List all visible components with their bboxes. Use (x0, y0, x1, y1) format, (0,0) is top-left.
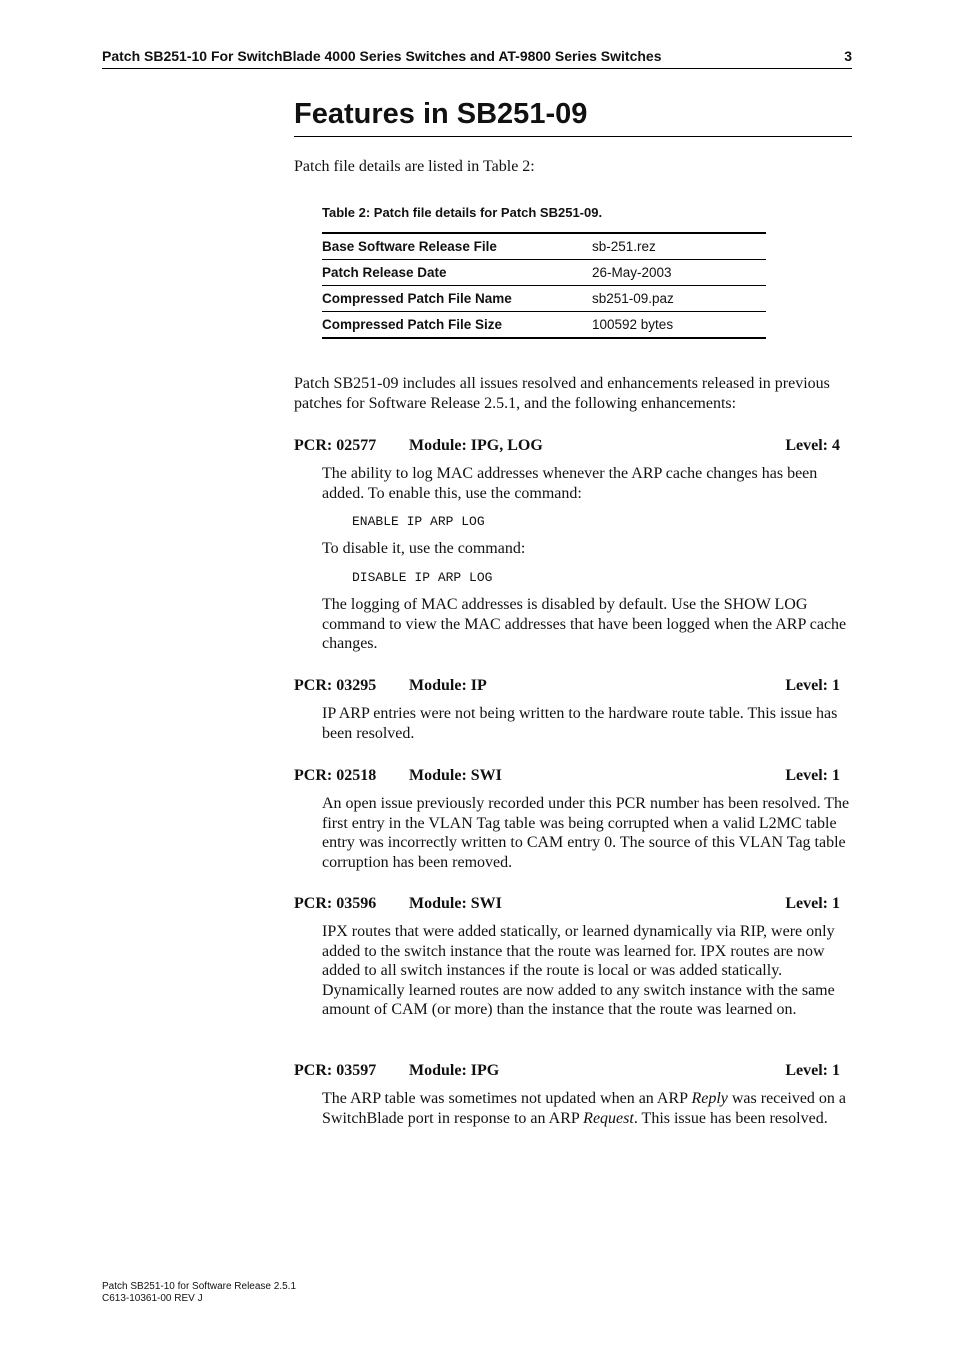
footer-line: Patch SB251-10 for Software Release 2.5.1 (102, 1281, 297, 1292)
description-text: was received on a SwitchBlade port in response to an ARP (322, 1090, 847, 1127)
row-label: Compressed Patch File Size (322, 312, 592, 339)
pcr-description: IPX routes that were added statically, or learned dynamically via RIP, were only added to the switch instance that the route was learned for. IPX routes are now added to all switch instances if the route is local or was added statically. Dynamically learned routes are now added to any switch instance with the same amount of CAM (or more) than the instance that the route was learned on. (322, 923, 835, 1018)
page-number: 3 (844, 48, 852, 64)
section-title: Features in SB251-09 (294, 96, 852, 137)
table-caption: Table 2: Patch file details for Patch SB251-09. (322, 205, 603, 220)
pcr-number: PCR: 03295 (294, 677, 377, 694)
row-value: sb-251.rez (592, 233, 766, 260)
pcr-number: PCR: 03597 (294, 1062, 377, 1079)
table-row (322, 286, 766, 312)
pcr-description: The ability to log MAC addresses whenever the ARP cache changes has been added. To enable this, use the command: (322, 465, 818, 502)
pcr-module: Module: SWI (409, 767, 502, 784)
pcr-level: Level: 1 (785, 895, 840, 912)
pcr-description: The logging of MAC addresses is disabled by default. Use the SHOW LOG command to view the MAC addresses that have been logged when the ARP cache changes. (322, 596, 847, 652)
pcr-number: PCR: 03596 (294, 895, 377, 912)
table-row (322, 233, 766, 260)
intro-text: Patch file details are listed in Table 2: (294, 158, 535, 175)
pcr-module: Module: IPG, LOG (409, 437, 543, 454)
command-text: DISABLE IP ARP LOG (352, 570, 493, 585)
header-title: Patch SB251-10 For SwitchBlade 4000 Series Switches and AT-9800 Series Switches (102, 48, 662, 64)
pcr-level: Level: 1 (785, 767, 840, 784)
pcr-description: IP ARP entries were not being written to the hardware route table. This issue has been resolved. (322, 705, 838, 742)
pcr-number: PCR: 02518 (294, 767, 377, 784)
table-row (322, 260, 766, 286)
description-text: The ARP table was sometimes not updated when an ARP (322, 1090, 692, 1107)
pcr-module: Module: SWI (409, 895, 502, 912)
row-value: sb251-09.paz (592, 286, 766, 312)
patch-details-table (322, 232, 766, 339)
row-label: Compressed Patch File Name (322, 286, 592, 312)
pcr-module: Module: IPG (409, 1062, 500, 1079)
command-text: ENABLE IP ARP LOG (352, 514, 485, 529)
footer-line: C613-10361-00 REV J (102, 1293, 203, 1304)
emphasis-reply: Reply (691, 1090, 728, 1107)
row-value: 26-May-2003 (592, 260, 766, 286)
pcr-level: Level: 1 (785, 677, 840, 694)
pcr-module: Module: IP (409, 677, 487, 694)
pcr-description (322, 1089, 854, 1128)
pcr-level: Level: 1 (785, 1062, 840, 1079)
row-label: Base Software Release File (322, 233, 592, 260)
summary-text: Patch SB251-09 includes all issues resolved and enhancements released in previous patches for Software Release 2.5.1, and the following enhancements: (294, 375, 830, 412)
emphasis-request: Request (583, 1109, 634, 1127)
pcr-description: To disable it, use the command: (322, 540, 526, 557)
pcr-description: An open issue previously recorded under this PCR number has been resolved. The first entry in the VLAN Tag table was being corrupted when a valid L2MC table entry was incorrectly written to CAM entry 0. The source of this VLAN Tag table corruption has been removed. (322, 795, 850, 871)
row-value: 100592 bytes (592, 312, 766, 339)
page-header (102, 48, 852, 69)
pcr-level: Level: 4 (785, 437, 840, 454)
page-footer (102, 1281, 296, 1305)
pcr-number: PCR: 02577 (294, 437, 377, 454)
row-label: Patch Release Date (322, 260, 592, 286)
table-row (322, 312, 766, 339)
description-text: . This issue has been resolved. (633, 1109, 828, 1127)
